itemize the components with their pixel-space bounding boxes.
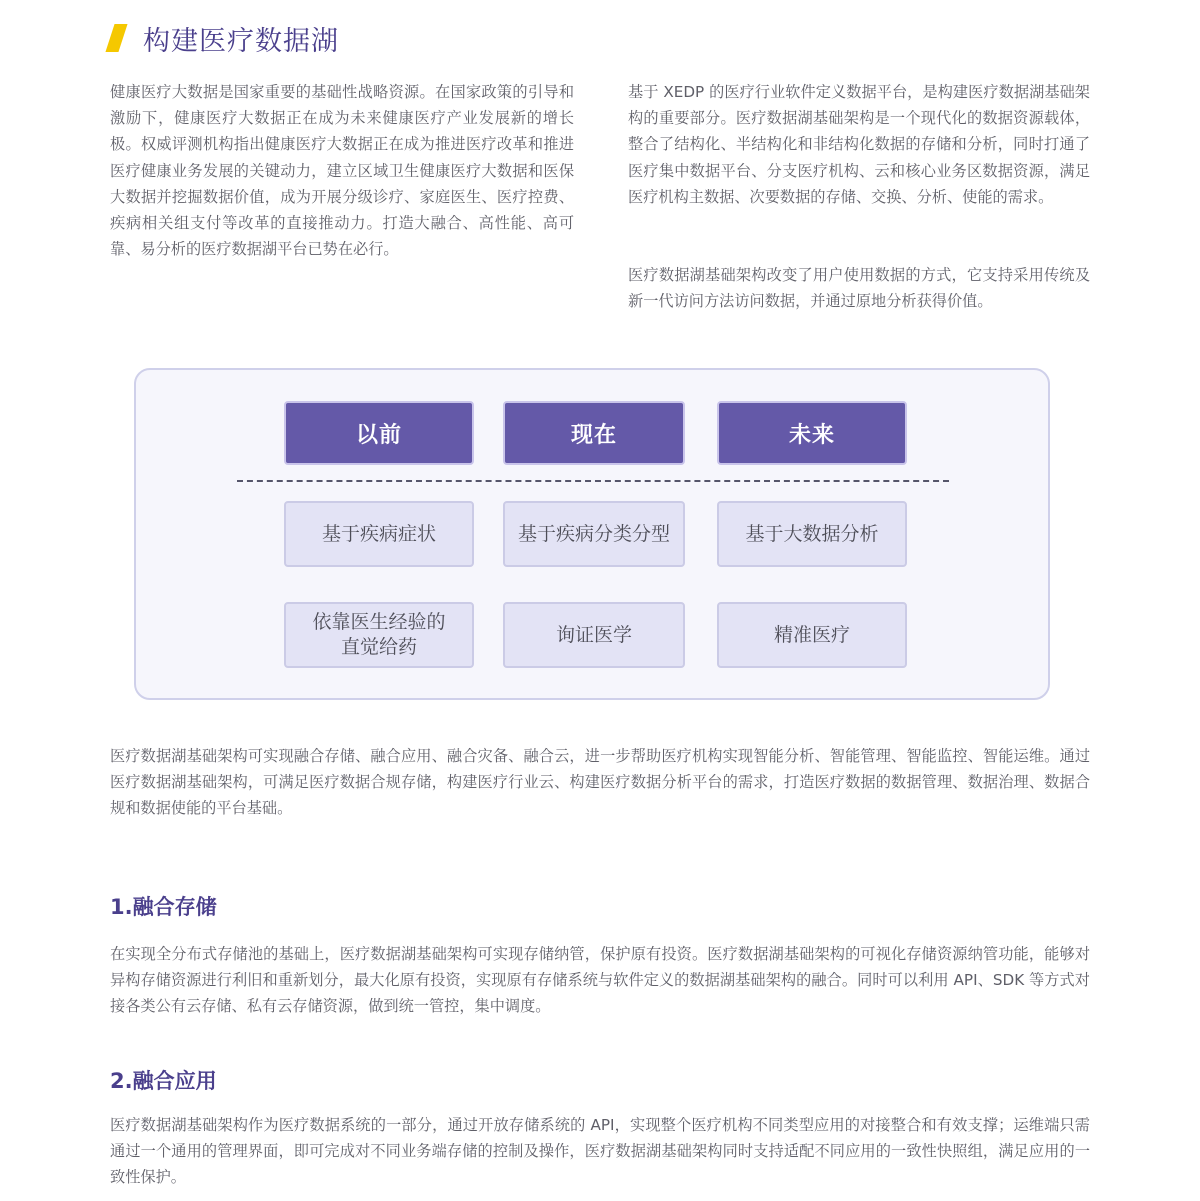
section-body-converged-application: 医疗数据湖基础架构作为医疗数据系统的一部分，通过开放存储系统的 API，实现整个医疗机构不同类型应用的对接整合和有效支撑；运维端只需通过一个通用的管理界面，即可完成对不同业务端存储的控制及操作，医疗数据湖基础架构同时支持适配不同应用的一致性快照组，满足应用的一致性保护。 bbox=[110, 1116, 1090, 1187]
section-title-converged-storage: 1.融合存储 bbox=[110, 895, 217, 919]
page-title-block bbox=[110, 18, 339, 58]
cell-now-basis: 基于疾病分类分型 bbox=[503, 501, 685, 567]
header-now: 现在 bbox=[503, 401, 685, 465]
intro-paragraph-right-2: 医疗数据湖基础架构改变了用户使用数据的方式，它支持采用传统及新一代访问方法访问数据，并通过原地分析获得价值。 bbox=[628, 266, 1090, 311]
section-title-converged-application: 2.融合应用 bbox=[110, 1069, 217, 1093]
intro-paragraph-right-1: 基于 XEDP 的医疗行业软件定义数据平台，是构建医疗数据湖基础架构的重要部分。医疗数据湖基础架构是一个现代化的数据资源载体，整合了结构化、半结构化和非结构化数据的存储和分析，同时打通了医疗集中数据平台、分支医疗机构、云和核心业务区数据资源，满足医疗机构主数据、次要数据的存储、交换、分析、使能的需求。 bbox=[628, 83, 1090, 206]
cell-before-method bbox=[284, 602, 474, 668]
cell-future-method: 精准医疗 bbox=[717, 602, 907, 668]
divider-dashed-line bbox=[237, 480, 949, 482]
cell-future-basis: 基于大数据分析 bbox=[717, 501, 907, 567]
intro-paragraph-left: 健康医疗大数据是国家重要的基础性战略资源。在国家政策的引导和激励下，健康医疗大数据正在成为未来健康医疗产业发展新的增长极。权威评测机构指出健康医疗大数据正在成为推进医疗改革和推进医疗健康业务发展的关键动力，建立区域卫生健康医疗大数据和医保大数据并挖掘数据价值，成为开展分级诊疗、家庭医生、医疗控费、疾病相关组支付等改革的直接推动力。打造大融合、高性能、高可靠、易分析的医疗数据湖平台已势在必行。 bbox=[110, 83, 574, 259]
title-accent-bar bbox=[105, 24, 127, 52]
cell-before-basis: 基于疾病症状 bbox=[284, 501, 474, 567]
header-before: 以前 bbox=[284, 401, 474, 465]
summary-paragraph: 医疗数据湖基础架构可实现融合存储、融合应用、融合灾备、融合云，进一步帮助医疗机构实现智能分析、智能管理、智能监控、智能运维。通过医疗数据湖基础架构，可满足医疗数据合规存储，构建医疗行业云、构建医疗数据分析平台的需求，打造医疗数据的数据管理、数据治理、数据合规和数据使能的平台基础。 bbox=[110, 747, 1090, 818]
cell-before-method-text: 依靠医生经验的直觉给药 bbox=[312, 611, 446, 658]
header-future: 未来 bbox=[717, 401, 907, 465]
section-body-converged-storage: 在实现全分布式存储池的基础上，医疗数据湖基础架构可实现存储纳管，保护原有投资。医疗数据湖基础架构的可视化存储资源纳管功能，能够对异构存储资源进行利旧和重新划分，最大化原有投资，实现原有存储系统与软件定义的数据湖基础架构的融合。同时可以利用 API、SDK 等方式对接各类公有云存储、私有云存储资源，做到统一管控，集中调度。 bbox=[110, 945, 1090, 1016]
page-title: 构建医疗数据湖 bbox=[143, 25, 339, 57]
cell-now-method: 询证医学 bbox=[503, 602, 685, 668]
evolution-diagram bbox=[134, 368, 1050, 700]
